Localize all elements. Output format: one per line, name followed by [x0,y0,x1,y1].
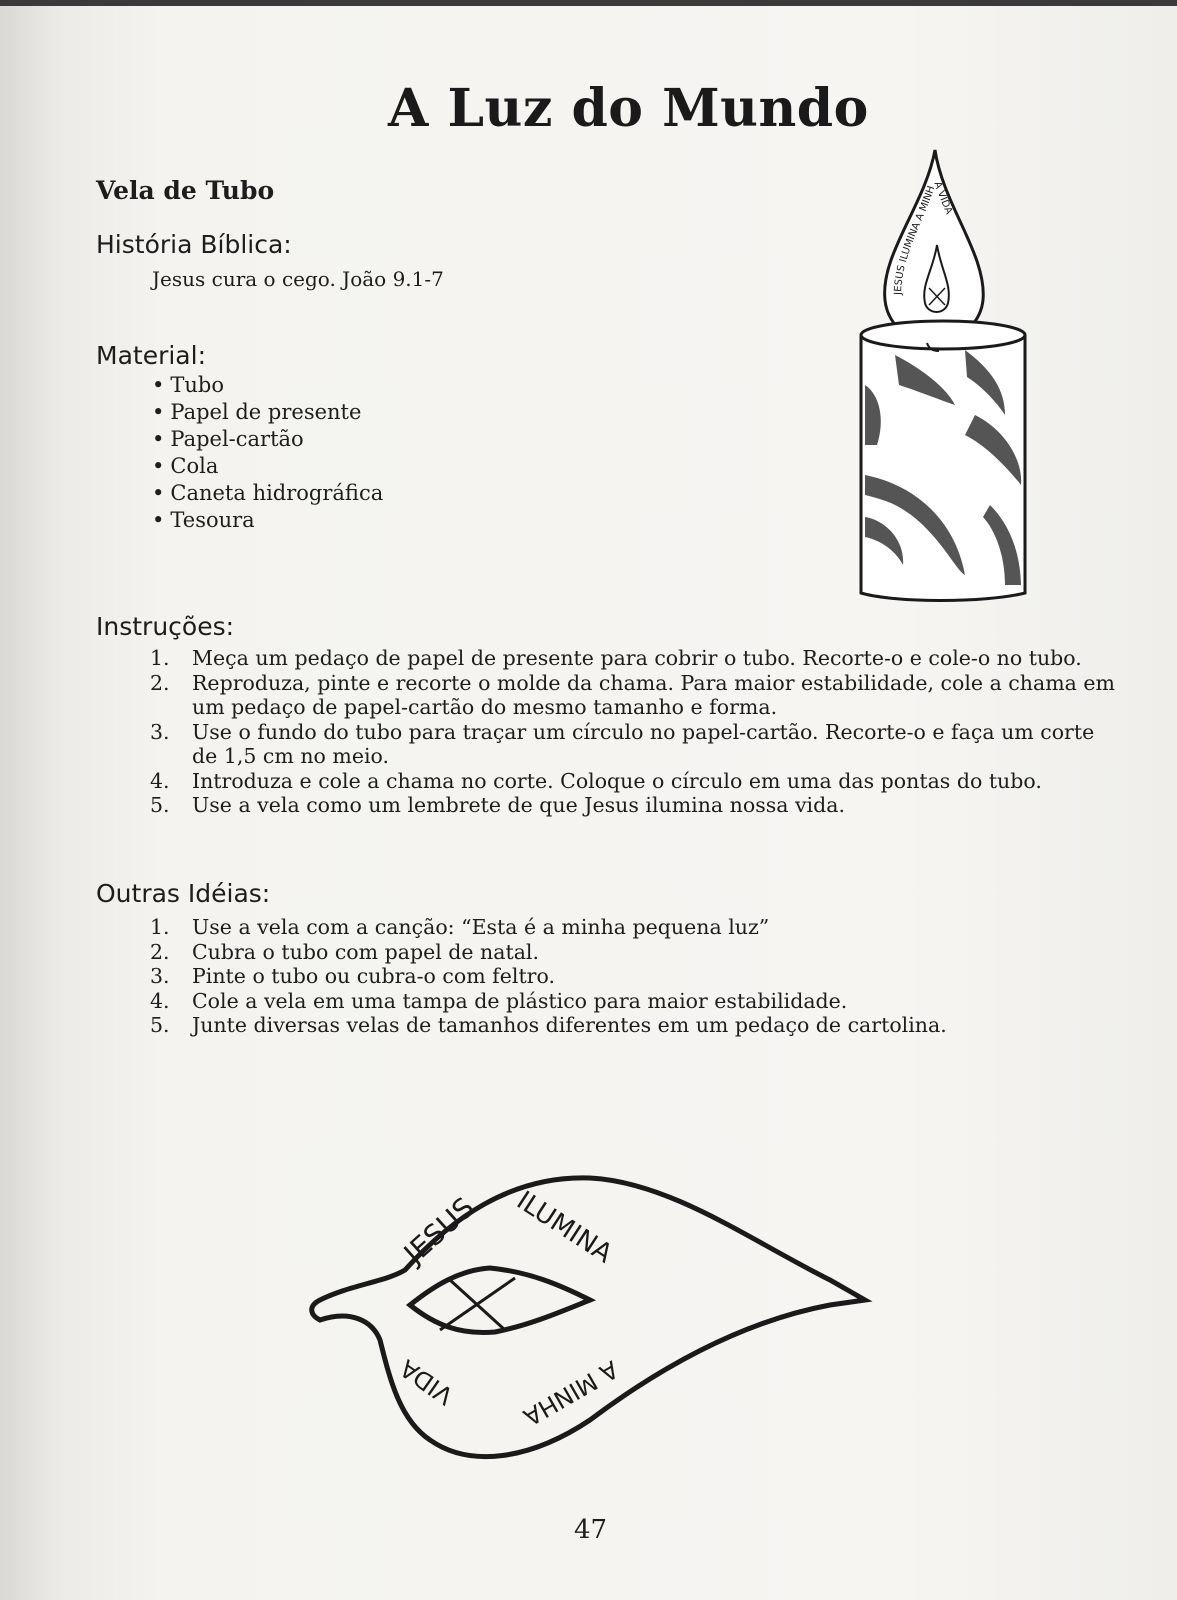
material-item: • Tubo [152,372,383,399]
instruction-step [150,646,1125,671]
step-number: 1. [150,646,170,670]
idea-item [150,1013,1125,1038]
step-number: 3. [150,719,170,744]
candle-body [861,335,1025,601]
template-word-jesus: JESUS [397,1190,481,1271]
instructions-heading: Instruções: [96,612,235,641]
idea-number: 4. [150,988,170,1013]
material-item: • Caneta hidrográfica [152,480,383,507]
template-word-vida: VIDA [394,1353,459,1411]
instruction-step [150,769,1125,794]
instruction-step [150,793,1125,818]
material-heading: Material: [96,341,206,370]
idea-text: Pinte o tubo ou cubra-o com feltro. [192,964,555,988]
idea-text: Junte diversas velas de tamanhos diferentes em um pedaço de cartolina. [192,1013,947,1037]
step-text: Use o fundo do tubo para traçar um círculo no papel-cartão. Recorte-o e faça um corte de 1,5 cm no meio. [192,719,1095,768]
page-number: 47 [574,1515,608,1545]
idea-item [150,915,1125,940]
template-word-a-minha: A MINHA [518,1354,623,1432]
template-word-ilumina: ILUMINA [511,1185,618,1270]
idea-number: 3. [150,964,170,988]
step-text: Meça um pedaço de papel de presente para cobrir o tubo. Recorte-o e cole-o no tubo. [192,646,1082,670]
story-text: Jesus cura o cego. João 9.1-7 [152,267,444,291]
candle-top [861,321,1025,349]
idea-text: Cubra o tubo com papel de natal. [192,939,540,964]
step-number: 4. [150,768,170,793]
step-number: 5. [150,793,170,817]
template-inner-outline [410,1268,590,1333]
flame-template [290,1160,890,1480]
idea-text: Cole a vela em uma tampa de plástico para maior estabilidade. [192,988,848,1013]
candle-illustration [855,145,1035,605]
material-list [152,372,383,534]
idea-number: 2. [150,939,170,964]
idea-number: 5. [150,1013,170,1037]
instruction-step [150,720,1125,769]
instructions-list [150,646,1125,818]
material-item: • Cola [152,453,383,480]
template-outer-outline [312,1178,865,1457]
material-item: • Tesoura [152,507,383,534]
idea-item [150,940,1125,965]
material-item: • Papel-cartão [152,426,383,453]
step-text: Use a vela como um lembrete de que Jesus ilumina nossa vida. [192,793,845,817]
template-cross-line [440,1278,515,1330]
idea-number: 1. [150,915,170,939]
page-title: A Luz do Mundo [388,78,869,139]
step-text: Introduza e cole a chama no corte. Coloque o círculo em uma das pontas do tubo. [192,768,1042,793]
idea-item [150,964,1125,989]
story-heading: História Bíblica: [96,230,292,259]
flame-text: JESUS ILUMINA A MINHA VIDA [892,180,955,296]
ideas-list [150,915,1125,1038]
section-subtitle: Vela de Tubo [96,176,275,205]
step-text: Reproduza, pinte e recorte o molde da chama. Para maior estabilidade, cole a chama em um pedaço de papel-cartão do mesmo tamanho e forma. [192,670,1115,719]
top-edge-line [0,0,1177,6]
material-item: • Papel de presente [152,399,383,426]
idea-text: Use a vela com a canção: “Esta é a minha pequena luz” [192,915,770,939]
instruction-step [150,671,1125,720]
step-number: 2. [150,670,170,695]
ideas-heading: Outras Idéias: [96,879,271,908]
idea-item [150,989,1125,1014]
